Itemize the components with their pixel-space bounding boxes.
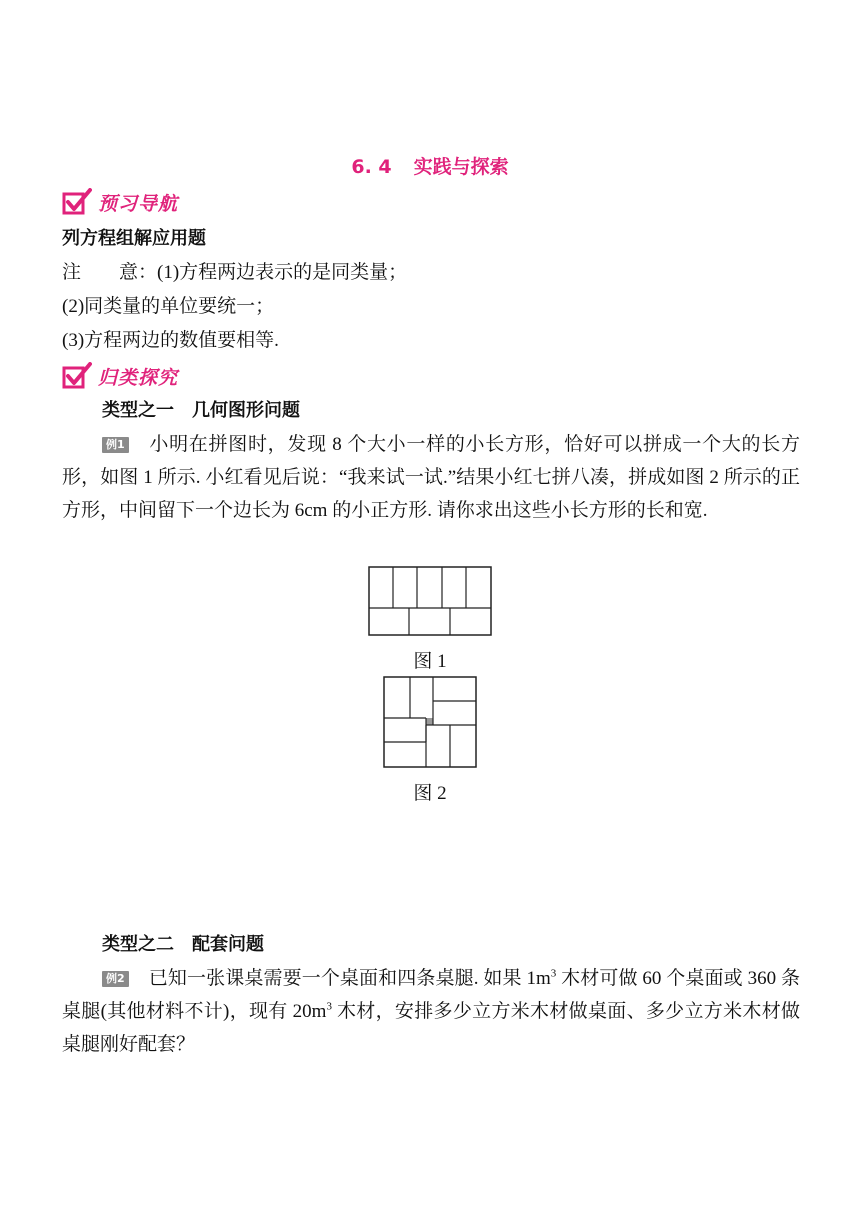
example1-paragraph (62, 428, 800, 527)
example2-text-c: 木材，安排多少立方米木材做桌面、多少立方米木材做桌腿刚好配套？ (62, 1001, 800, 1055)
section-title-text: 实践与探索 (413, 156, 509, 178)
figure2-center-square (426, 718, 433, 725)
example1-text: 小明在拼图时，发现 8 个大小一样的小长方形，恰好可以拼成一个大的长方形，如图 1 所示. 小红看见后说：“我来试一试.”结果小红七拼八凑，拼成如图 2 所示的正方形，中间留下一个边长为 6cm 的小正方形. 请你求出这些小长方形的长和宽. (62, 434, 800, 521)
example2-text-a: 已知一张课桌需要一个桌面和四条桌腿. 如果 1m (148, 968, 551, 989)
figure1-caption: 图 1 (413, 651, 447, 672)
figure2-caption: 图 2 (413, 783, 447, 804)
example2-badge: 例2 (102, 971, 129, 987)
type1-heading: 类型之一 几何图形问题 (102, 400, 300, 421)
example2-paragraph (62, 962, 800, 1061)
type2-heading: 类型之二 配套问题 (102, 934, 264, 955)
example1-badge: 例1 (102, 437, 129, 453)
section-number: 6. 4 (351, 156, 392, 178)
note-label: 注 意： (62, 262, 158, 283)
example2-sup-a: 3 (550, 967, 557, 980)
checkbox-icon (62, 188, 92, 216)
figure1-diagram (368, 566, 492, 636)
note-1: (1)方程两边表示的是同类量； (157, 262, 408, 283)
example2-text-b: 木材可做 60 个桌面或 360 条桌腿(其他材料不计)，现有 20m (62, 968, 800, 1022)
explore-section-label: 归类探究 (98, 366, 179, 389)
checkbox-icon (62, 362, 92, 390)
note-line-1 (62, 260, 407, 286)
section-title (0, 152, 860, 179)
note-2: (2)同类量的单位要统一； (62, 296, 275, 317)
example2-sup-b: 3 (326, 1000, 332, 1013)
preview-heading: 列方程组解应用题 (62, 228, 206, 249)
preview-section-header (62, 188, 178, 216)
note-3: (3)方程两边的数值要相等. (62, 330, 279, 351)
explore-section-header (62, 362, 178, 390)
figure2-diagram (383, 676, 477, 768)
figure1-outer-rect (369, 567, 491, 635)
preview-section-label: 预习导航 (98, 192, 179, 215)
